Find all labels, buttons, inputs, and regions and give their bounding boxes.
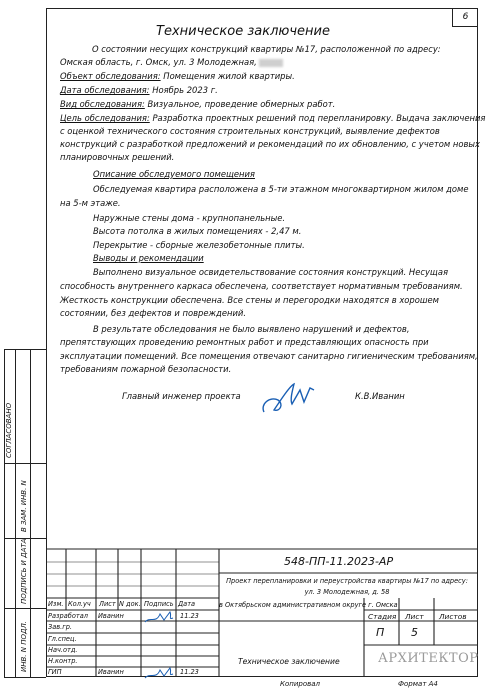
side-label-sign-date: ПОДПИСЬ И ДАТА [20, 538, 28, 604]
sheets-label: Листов [439, 612, 467, 621]
company-logo: АРХИТЕКТОР [378, 651, 479, 666]
header-kol-uch: Кол.уч [68, 600, 91, 608]
conclusion-line: Жесткость конструкции обеспечена. Все стены и перегородки находятся в хорошем [60, 295, 439, 305]
side-label-replace-inv: В ЗАМ. ИНВ. N [20, 480, 28, 532]
goal-row: Цель обследования: Разработка проектных решений под перепланировку. Выдача заключения [60, 113, 486, 123]
conclusions-heading: Выводы и рекомендации [93, 253, 204, 263]
role-norm-control: Н.контр. [48, 657, 78, 665]
header-n-dok: N док. [119, 600, 141, 608]
description-line: Наружные стены дома - крупнопанельные. [93, 213, 286, 223]
developer-signature [142, 608, 176, 626]
conclusion-line: В результате обследования не было выявлено нарушений и дефектов, [93, 324, 410, 334]
header-data: Дата [178, 600, 196, 608]
role-gip: ГИП [48, 668, 62, 676]
role-dept-head: Нач.отд. [48, 646, 78, 654]
conclusion-line: способность внутреннего каркаса обеспечена, соответствует нормативным требованиям. [60, 281, 463, 291]
subject-line: О состоянии несущих конструкций квартиры №17, расположенной по адресу: [92, 44, 441, 54]
document-title-stamp: Техническое заключение [238, 657, 340, 666]
role-group-head: Зав.гр. [48, 623, 72, 631]
developer-date: 11.23 [180, 612, 199, 620]
document-title: Техническое заключение [156, 24, 330, 39]
sheet-label: Лист [405, 612, 424, 621]
stage-value: П [376, 626, 385, 639]
goal-line: с оценкой технического состояния строительных конструкций, выявление дефектов [60, 126, 440, 136]
side-label-agreed: СОГЛАСОВАНО [5, 402, 13, 458]
header-podpis: Подпись [144, 600, 174, 608]
developer-name: Иванин [98, 612, 124, 620]
conclusion-line: требованиям пожарной безопасности. [60, 364, 232, 374]
page-number: 6 [452, 9, 478, 27]
signer-name: К.В.Иванин [355, 391, 405, 401]
sheet-value: 5 [411, 626, 418, 639]
conclusion-line: эксплуатации помещений. Все помещения отвечают санитарно гигиеническим требованиям, [60, 351, 478, 361]
conclusion-line: Выполнено визуальное освидетельствование состояния конструкций. Несущая [93, 267, 448, 277]
conclusion-line: состоянии, без дефектов и повреждений. [60, 308, 247, 318]
project-line: Проект перепланировки и переустройства квартиры №17 по адресу: [226, 577, 468, 585]
address-line: Омская область, г. Омск, ул. 3 Молодежная, [60, 57, 283, 67]
role-chief-specialist: Гл.спец. [48, 635, 77, 643]
goal-line: конструкций с разработкой предложений и рекомендаций по их обновлению, с учетом новых [60, 139, 480, 149]
gip-name: Иванин [98, 668, 124, 676]
description-line: Перекрытие - сборные железобетонные плиты. [93, 240, 305, 250]
footer-copied: Копировал [280, 680, 320, 688]
footer-format: Формат А4 [398, 680, 438, 688]
header-list: Лист [99, 600, 116, 608]
document-code: 548-ПП-11.2023-АР [284, 555, 394, 568]
project-line: ул. 3 Молодежная, д. 58 [304, 588, 390, 596]
object-row: Объект обследования: Помещения жилой квартиры. [60, 71, 295, 81]
date-row: Дата обследования: Ноябрь 2023 г. [60, 85, 218, 95]
stage-label: Стадия [368, 612, 397, 621]
goal-line: планировочных решений. [60, 152, 175, 162]
description-line: на 5-м этаже. [60, 198, 121, 208]
description-line: Высота потолка в жилых помещениях - 2,47 м. [93, 226, 302, 236]
gip-signature [142, 664, 176, 682]
header-izm: Изм. [48, 600, 64, 608]
role-developer: Разработал [48, 612, 88, 620]
gip-date: 11.23 [180, 668, 199, 676]
conclusion-line: препятствующих проведению ремонтных работ и представляющих опасность при [60, 337, 429, 347]
description-line: Обследуемая квартира расположена в 5-ти этажном многоквартирном жилом доме [93, 184, 469, 194]
signer-role: Главный инженер проекта [122, 391, 241, 401]
description-heading: Описание обследуемого помещения [93, 169, 255, 179]
side-label-inv-orig: ИНВ. N ПОДЛ. [20, 621, 28, 672]
project-line: в Октябрьском административном округе г. Омска [219, 601, 398, 609]
type-row: Вид обследования: Визуальное, проведение обмерных работ. [60, 99, 336, 109]
